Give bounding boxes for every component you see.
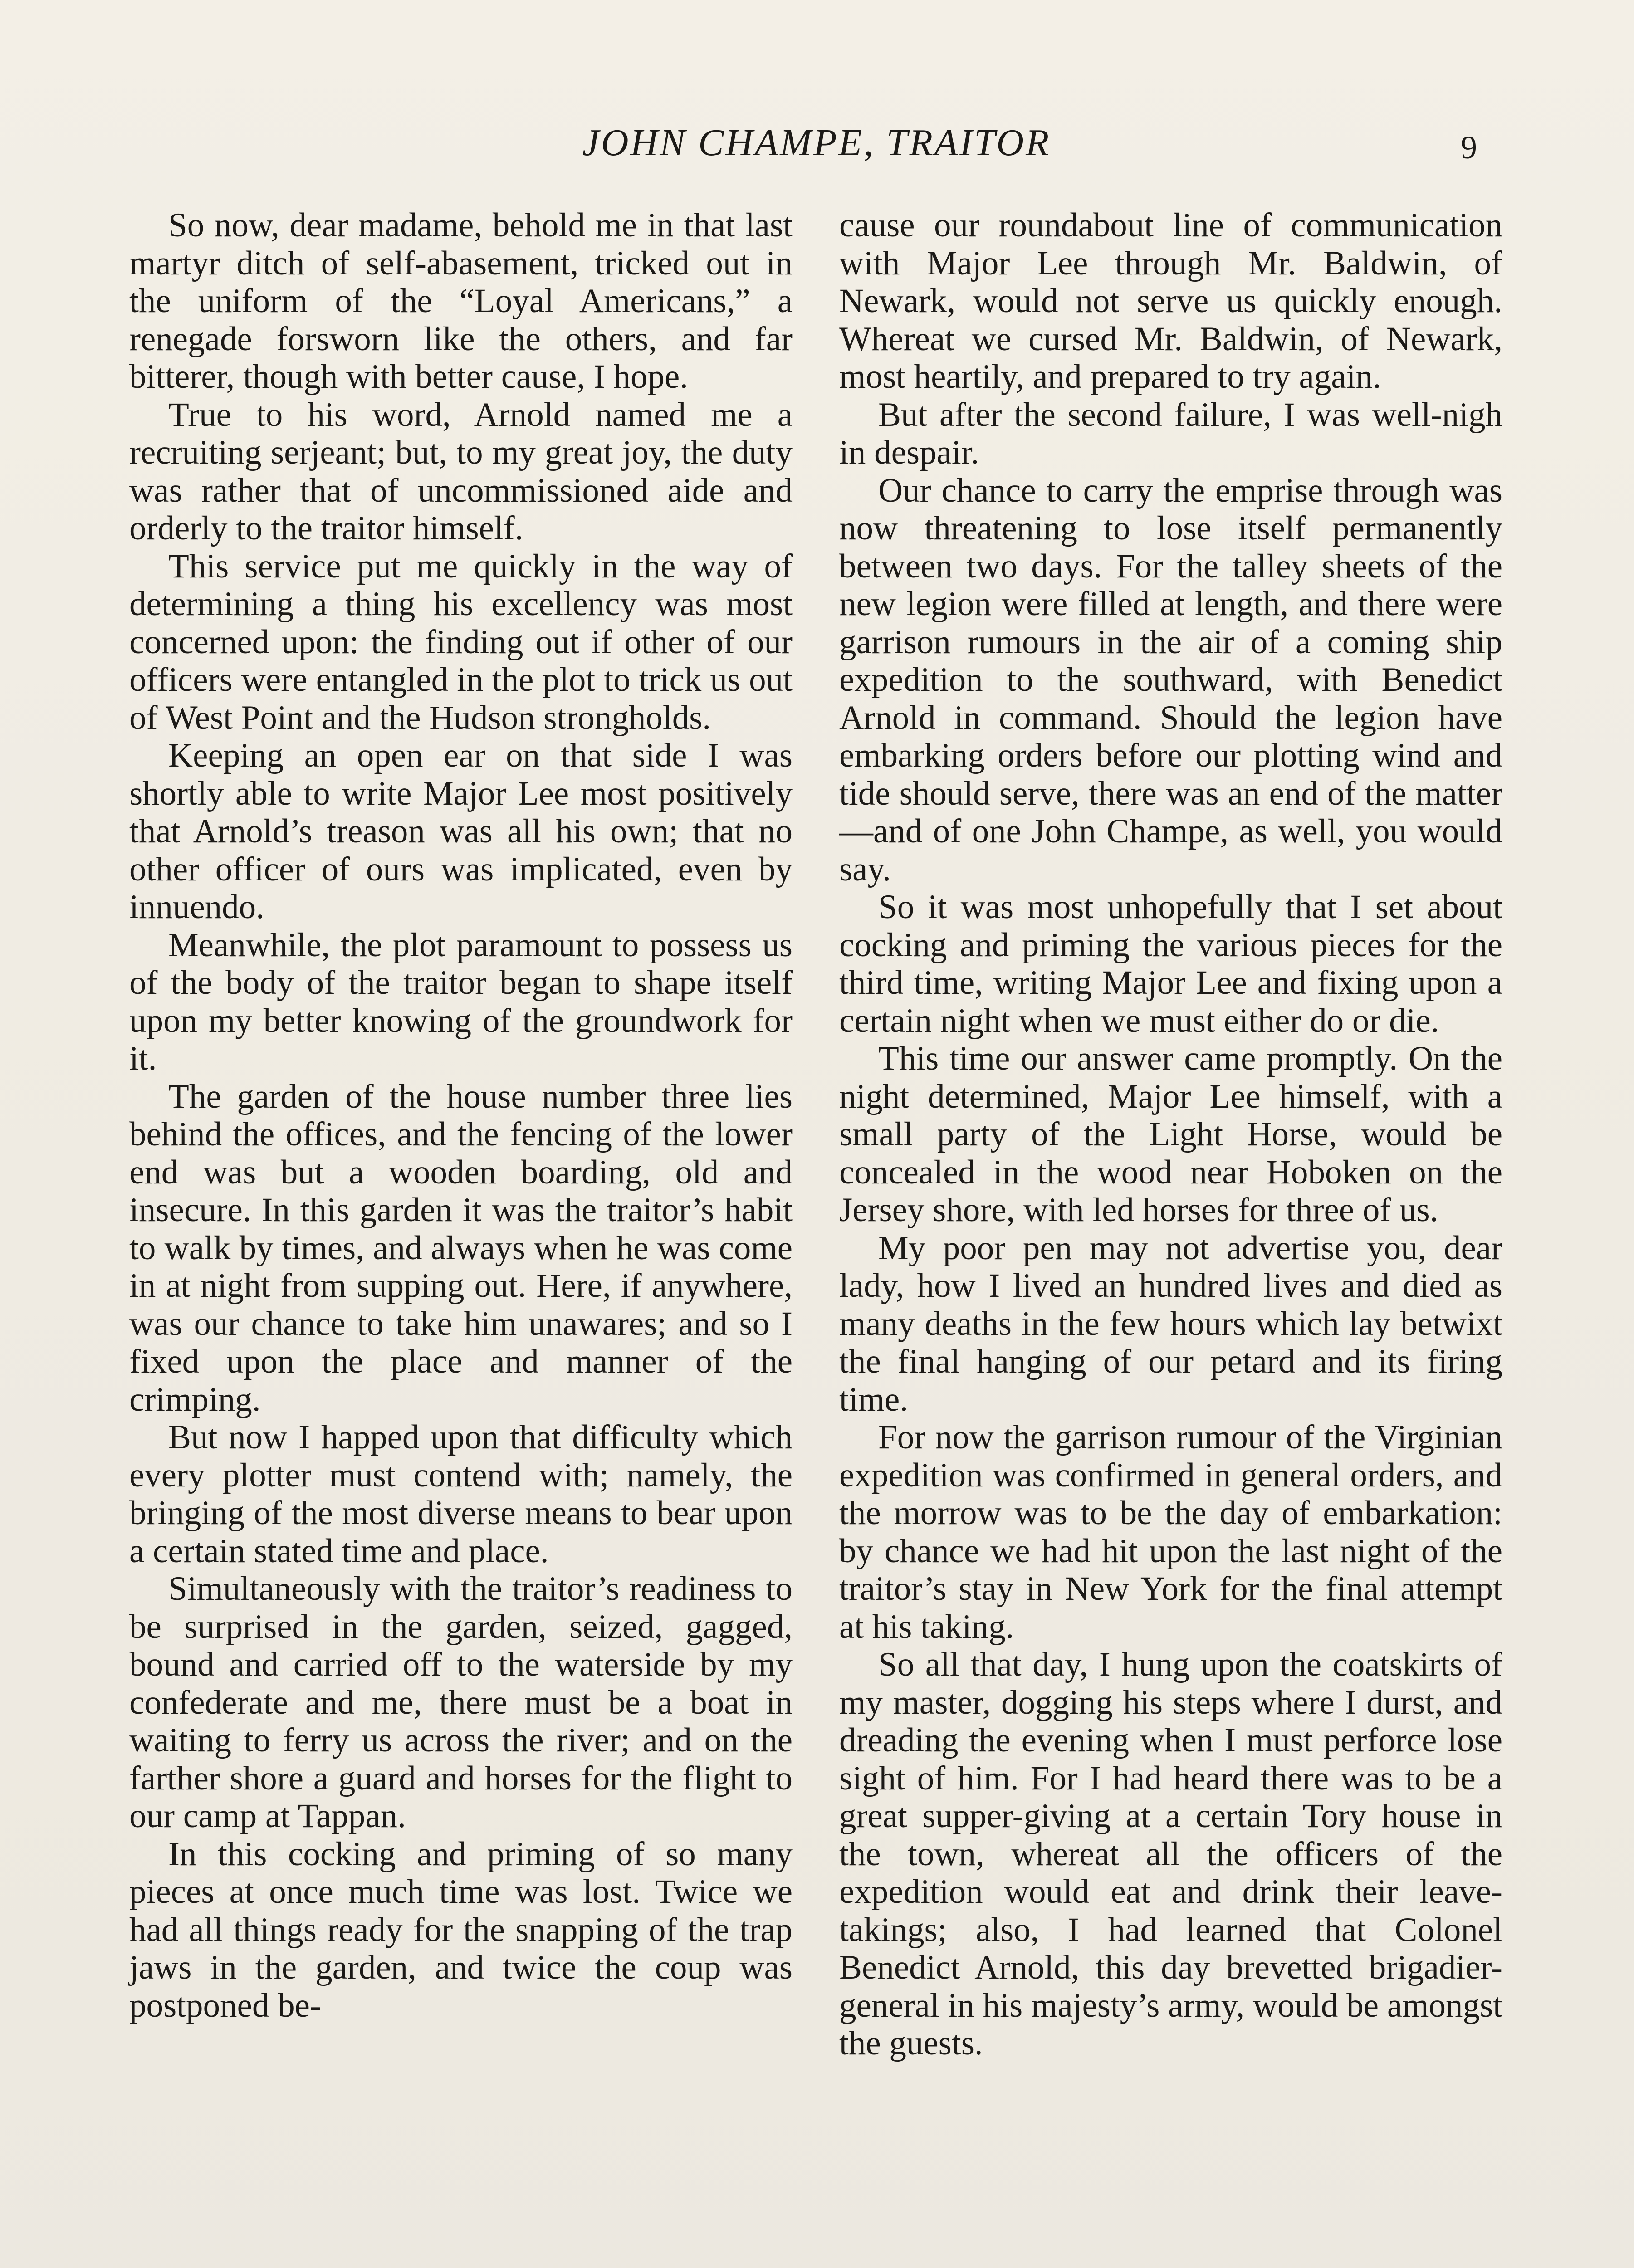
paragraph: This service put me quickly in the way of determining a thing his excellency was most concerned upon: the finding out if other of our officers were entangled in the plot to trick us out of West Point and the Hudson strongholds. [129,547,793,737]
paragraph: True to his word, Arnold named me a recruiting serjeant; but, to my great joy, the duty was rather that of uncommissioned aide and orderly to the traitor himself. [129,396,793,547]
paragraph: Simultaneously with the traitor’s readiness to be surprised in the garden, seized, gagged, bound and carried off to the waterside by my confederate and me, there must be a boat in waiting to ferry us across the river; and on the farther shore a guard and horses for the flight to our camp at Tappan. [129,1570,793,1835]
paragraph: So all that day, I hung upon the coatskirts of my master, dogging his steps where I durst, and dreading the evening when I must perforce lose sight of him. For I had heard there was to be a great supper-giving at a certain Tory house in the town, whereat all the officers of the expedition would eat and drink their leave-takings; also, I had learned that Colonel Benedict Arnold, this day brevetted brigadier-general in his majesty’s army, would be amongst the guests. [839,1646,1502,2062]
paragraph: This time our answer came promptly. On the night determined, Major Lee himself, with a small party of the Light Horse, would be concealed in the wood near Hoboken on the Jersey shore, with led horses for three of us. [839,1040,1502,1229]
paragraph: So now, dear madame, behold me in that last martyr ditch of self-abasement, tricked out in the uniform of the “Loyal Americans,” a renegade forsworn like the others, and far bitterer, though with better cause, I hope. [129,206,793,396]
paragraph: My poor pen may not advertise you, dear lady, how I lived an hundred lives and died as many deaths in the few hours which lay betwixt the final hanging of our petard and its firing time. [839,1229,1502,1418]
right-column [839,206,1502,2063]
paragraph: So it was most unhopefully that I set about cocking and priming the various pieces for the third time, writing Major Lee and fixing upon a certain night when we must either do or die. [839,888,1502,1040]
paragraph-continuation: cause our roundabout line of communication with Major Lee through Mr. Baldwin, of Newark, would not serve us quickly enough. Whereat we cursed Mr. Baldwin, of Newark, most heartily, and prepared to try again. [839,206,1502,396]
left-column [129,206,793,2024]
paragraph: But now I happed upon that difficulty which every plotter must contend with; namely, the bringing of the most diverse means to bear upon a certain stated time and place. [129,1418,793,1570]
running-head [0,113,1634,172]
paragraph: Our chance to carry the emprise through was now threatening to lose itself permanently between two days. For the talley sheets of the new legion were filled at length, and there were garrison rumours in the air of a coming ship expedition to the southward, with Benedict Arnold in command. Should the legion have embarking orders before our plotting wind and tide should serve, there was an end of the matter—and of one John Champe, as well, you would say. [839,471,1502,888]
paragraph: Meanwhile, the plot paramount to possess us of the body of the traitor began to shape itself upon my better knowing of the groundwork for it. [129,926,793,1077]
paragraph: In this cocking and priming of so many pieces at once much time was lost. Twice we had all things ready for the snapping of the trap jaws in the garden, and twice the coup was postponed be- [129,1835,793,2024]
page-number: 9 [1461,129,1477,166]
paragraph: For now the garrison rumour of the Virginian expedition was confirmed in general orders, and the morrow was to be the day of embarkation: by chance we had hit upon the last night of the traitor’s stay in New York for the final attempt at his taking. [839,1418,1502,1646]
running-title: JOHN CHAMPE, TRAITOR [582,122,1051,164]
paragraph: Keeping an open ear on that side I was shortly able to write Major Lee most positively that Arnold’s treason was all his own; that no other officer of ours was implicated, even by innuendo. [129,737,793,926]
paragraph: But after the second failure, I was well-nigh in despair. [839,396,1502,471]
paragraph: The garden of the house number three lies behind the offices, and the fencing of the lower end was but a wooden boarding, old and insecure. In this garden it was the traitor’s habit to walk by times, and always when he was come in at night from supping out. Here, if anywhere, was our chance to take him unawares; and so I fixed upon the place and manner of the crimping. [129,1077,793,1418]
